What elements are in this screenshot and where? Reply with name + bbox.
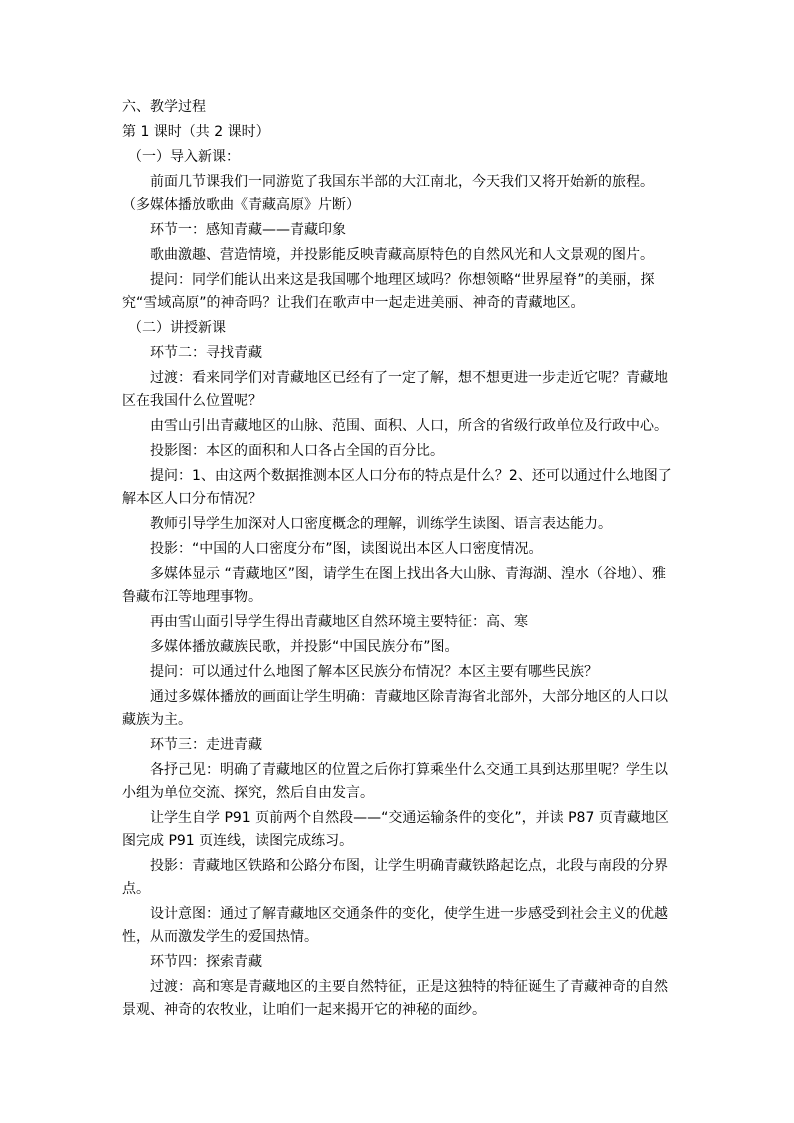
paragraph-projection-railway: 投影：青藏地区铁路和公路分布图，让学生明确青藏铁路起讫点，北段与南段的分界点。 bbox=[122, 858, 668, 897]
subsection-heading-intro: （一）导入新课： bbox=[128, 149, 240, 165]
step-heading-2: 环节二：寻找青藏 bbox=[150, 345, 262, 361]
paragraph-multimedia-map: 多媒体显示 “青藏地区”图，请学生在图上找出各大山脉、青海湖、湟水（谷地）、雅鲁藏布江等地理事物。 bbox=[122, 566, 666, 605]
paragraph-snow-mountain: 由雪山引出青藏地区的山脉、范围、面积、人口，所含的省级行政单位及行政中心。 bbox=[150, 418, 668, 434]
paragraph-teacher-guide: 教师引导学生加深对人口密度概念的理解，训练学生读图、语言表达能力。 bbox=[150, 516, 612, 532]
lesson-period: 第 1 课时（共 2 课时） bbox=[122, 124, 270, 140]
step-heading-4: 环节四：探索青藏 bbox=[150, 954, 262, 970]
paragraph-transition-1: 过渡：看来同学们对青藏地区已经有了一定了解，想不想更进一步走近它呢？青藏地区在我国什么位置呢？ bbox=[122, 370, 668, 409]
paragraph-folk-song: 多媒体播放藏族民歌，并投影“中国民族分布”图。 bbox=[150, 639, 459, 655]
paragraph-transition-2: 过渡：高和寒是青藏地区的主要自然特征，正是这独特的特征诞生了青藏神奇的自然景观、神奇的农牧业，让咱们一起来揭开它的神秘的面纱。 bbox=[122, 979, 668, 1018]
paragraph-song: 歌曲激趣、营造情境，并投影能反映青藏高原特色的自然风光和人文景观的图片。 bbox=[150, 247, 654, 263]
subsection-heading-new: （二）讲授新课 bbox=[128, 320, 226, 336]
document-body bbox=[122, 96, 674, 1024]
paragraph-question-2: 提问：1、由这两个数据推测本区人口分布的特点是什么？2、还可以通过什么地图了解本区人口分布情况？ bbox=[122, 468, 672, 507]
step-heading-3: 环节三：走进青藏 bbox=[150, 737, 262, 753]
paragraph-ethnic: 通过多媒体播放的画面让学生明确：青藏地区除青海省北部外，大部分地区的人口以藏族为主。 bbox=[122, 689, 668, 728]
paragraph-projection-area: 投影图：本区的面积和人口各占全国的百分比。 bbox=[150, 443, 444, 459]
paragraph-question-1: 提问：同学们能认出来这是我国哪个地理区域吗？你想领略“世界屋脊”的美丽，探究“雪域高原”的神奇吗？让我们在歌声中一起走进美丽、神奇的青藏地区。 bbox=[122, 272, 655, 311]
paragraph-self-study: 让学生自学 P91 页前两个自然段——“交通运输条件的变化”，并读 P87 页青藏地区图完成 P91 页连线，读图完成练习。 bbox=[122, 810, 669, 849]
paragraph-intro: 前面几节课我们一同游览了我国东半部的大江南北，今天我们又将开始新的旅程。（多媒体播放歌曲《青藏高原》片断） bbox=[122, 174, 654, 213]
paragraph-discussion: 各抒己见：明确了青藏地区的位置之后你打算乘坐什么交通工具到达那里呢？学生以小组为单位交流、探究，然后自由发言。 bbox=[122, 762, 668, 801]
paragraph-features: 再由雪山面引导学生得出青藏地区自然环境主要特征：高、寒 bbox=[150, 614, 528, 630]
paragraph-projection-density: 投影：“中国的人口密度分布”图，读图说出本区人口密度情况。 bbox=[150, 541, 543, 557]
paragraph-question-3: 提问：可以通过什么地图了解本区民族分布情况？本区主要有哪些民族？ bbox=[150, 664, 598, 680]
paragraph-design-intent: 设计意图：通过了解青藏地区交通条件的变化，使学生进一步感受到社会主义的优越性，从而激发学生的爱国热情。 bbox=[122, 906, 668, 945]
section-heading: 六、教学过程 bbox=[122, 99, 206, 115]
step-heading-1: 环节一：感知青藏——青藏印象 bbox=[150, 222, 346, 238]
